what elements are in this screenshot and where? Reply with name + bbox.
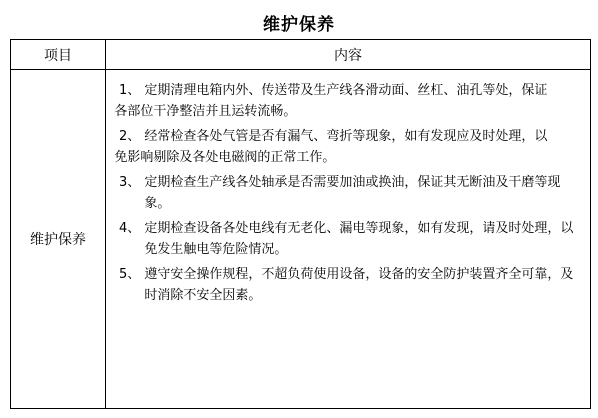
list-item	[114, 80, 580, 122]
list-item	[119, 172, 580, 214]
item-number: 5、	[119, 267, 145, 282]
table-row	[11, 70, 591, 409]
header-content: 内容	[106, 40, 591, 70]
item-text-continued: 各部位干净整洁并且运转流畅。	[114, 104, 297, 119]
maintenance-table	[10, 39, 591, 409]
category-cell: 维护保养	[11, 70, 106, 409]
list-item	[119, 218, 580, 260]
item-text: 定期检查生产线各处轴承是否需要加油或换油，保证其无断油及干磨等现象。	[144, 175, 561, 211]
item-number: 1、	[119, 83, 145, 98]
item-text: 经常检查各处气管是否有漏气、弯折等现象，如有发现应及时处理，以	[144, 129, 548, 144]
table-header-row	[11, 40, 591, 70]
header-item: 项目	[11, 40, 106, 70]
content-cell	[106, 70, 591, 409]
page-title: 维护保养	[263, 15, 335, 35]
item-number: 3、	[119, 175, 145, 190]
item-number: 4、	[119, 221, 145, 236]
item-text: 遵守安全操作规程，不超负荷使用设备，设备的安全防护装置齐全可靠，及时消除不安全因素。	[144, 267, 574, 303]
item-text: 定期清理电箱内外、传送带及生产线各滑动面、丝杠、油孔等处，保证	[144, 83, 548, 98]
item-text-continued: 免影响剔除及各处电磁阀的正常工作。	[114, 150, 336, 165]
list-item	[114, 126, 580, 168]
item-number: 2、	[119, 129, 145, 144]
list-item	[119, 264, 580, 306]
item-text: 定期检查设备各处电线有无老化、漏电等现象，如有发现，请及时处理，以免发生触电等危险情况。	[144, 221, 574, 257]
